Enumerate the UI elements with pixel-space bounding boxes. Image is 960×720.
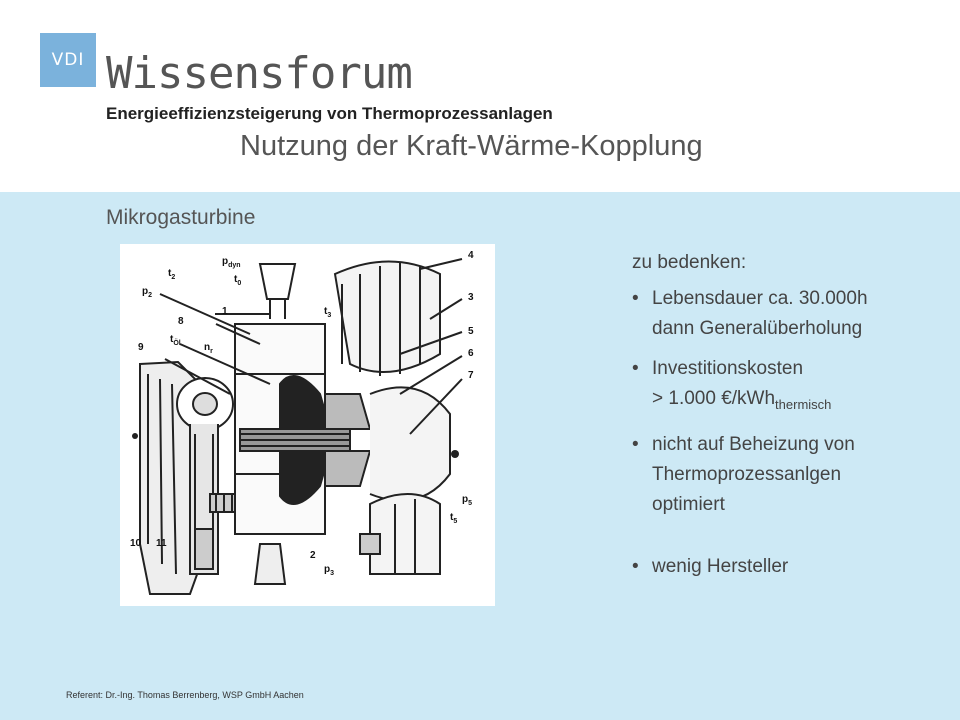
label-t0: $t_0$ (234, 274, 242, 287)
label-t2: $t_2$ (168, 268, 176, 281)
label-p2: $p_2$ (142, 286, 153, 299)
section-title: Mikrogasturbine (106, 206, 256, 229)
slide-title: Nutzung der Kraft-Wärme-Kopplung (240, 130, 703, 162)
vdi-logo: VDI (40, 33, 96, 87)
bullet-heating (632, 430, 942, 520)
turbine-diagram (120, 244, 495, 606)
bullet-lifetime (632, 284, 942, 344)
turbine-drawing (120, 244, 495, 606)
label-toel: $t_{Öl}$ (170, 334, 181, 347)
label-6: 6 (468, 348, 474, 359)
label-1: 1 (222, 306, 228, 317)
label-2: 2 (310, 550, 316, 561)
slide-header (0, 0, 960, 192)
label-5: 5 (468, 326, 474, 337)
label-9: 9 (138, 342, 144, 353)
bullet-investment-line1: • Investitionskosten (652, 358, 804, 379)
label-t5: $t_5$ (450, 512, 458, 525)
label-8: 8 (178, 316, 184, 327)
label-10: 10 (130, 538, 142, 549)
label-p3: $p_3$ (324, 564, 335, 577)
label-7: 7 (468, 370, 474, 381)
slide-subtitle: Energieeffizienzsteigerung von Thermoprozessanlagen (106, 104, 553, 123)
bullet-manufacturers-line1: • wenig Hersteller (652, 555, 789, 577)
label-t3: $t_3$ (324, 306, 332, 319)
bullet-lifetime-line1: • Lebensdauer ca. 30.000h (652, 288, 868, 309)
bullet-manufacturers (632, 552, 942, 582)
bullet-investment-line2: > 1.000 €/kWh$_{thermisch}$ (652, 388, 832, 412)
notes-heading: zu bedenken: (632, 252, 747, 273)
bullet-investment (632, 354, 942, 420)
slide-content (0, 192, 960, 720)
brand-name: Wissensforum (106, 48, 412, 99)
bullet-heating-line1: • nicht auf Beheizung von (652, 433, 855, 455)
label-3: 3 (468, 292, 474, 303)
footer-referent: Referent: Dr.-Ing. Thomas Berrenberg, WSP GmbH Aachen (66, 690, 304, 700)
bullet-lifetime-line2: dann Generalüberholung (652, 318, 863, 339)
bullet-heating-line3: optimiert (652, 493, 725, 515)
label-pdyn: $p_{dyn}$ (222, 256, 241, 269)
label-p5: $p_5$ (462, 494, 473, 507)
bullet-heating-line2: Thermoprozessanlgen (652, 463, 842, 485)
notes-list (632, 252, 942, 582)
label-nr: $n_r$ (204, 342, 213, 355)
bullet-investment-sub: thermisch (775, 396, 832, 412)
label-4: 4 (468, 250, 474, 261)
label-11: 11 (156, 538, 167, 549)
